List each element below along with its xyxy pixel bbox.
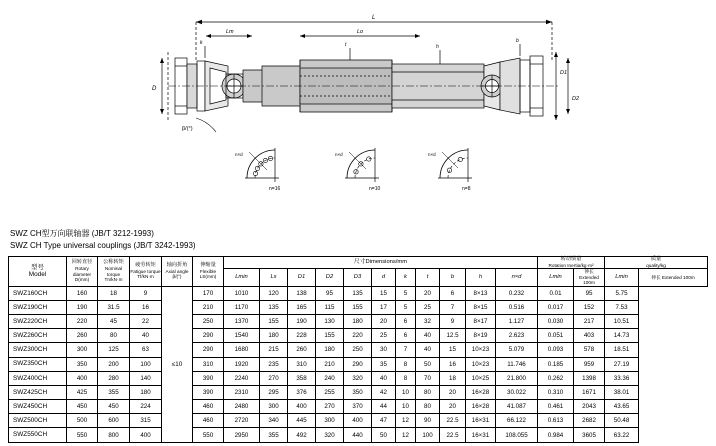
- cell-model: SWZ400CH: [9, 371, 67, 385]
- cell-b: 9: [440, 314, 466, 328]
- header-quality: 质量 quality/kg: [605, 257, 708, 269]
- table-row: [9, 400, 708, 414]
- cell-b: 20: [440, 385, 466, 399]
- header-dim-k: k: [396, 269, 416, 286]
- cell-D: 220: [67, 314, 98, 328]
- cell-D2: 180: [316, 343, 344, 357]
- cell-model: SWZ550CH: [9, 428, 67, 442]
- header-inertia: 转动惯量 Rotation Inertia/kg·m²: [538, 257, 605, 269]
- cell-D2: 270: [316, 400, 344, 414]
- table-row: [9, 314, 708, 328]
- cell-Ls2: 270: [260, 371, 288, 385]
- header-dim-nxd: n×d: [496, 269, 538, 286]
- cell-Ls: 550: [193, 428, 224, 442]
- cell-model: SWZ220CH: [9, 314, 67, 328]
- table-row: [9, 371, 708, 385]
- cell-D2: 300: [316, 414, 344, 428]
- cell-b: 22.5: [440, 414, 466, 428]
- cell-Ls2: 300: [260, 400, 288, 414]
- cell-Ls: 460: [193, 414, 224, 428]
- table-body: [9, 286, 708, 442]
- cell-nd: 0.232: [496, 286, 538, 300]
- cell-ia: 0.01: [538, 286, 574, 300]
- cell-q: 10.51: [605, 314, 639, 328]
- cell-h: 16×31: [466, 414, 496, 428]
- cell-Ls2: 135: [260, 300, 288, 314]
- cell-t: 70: [416, 371, 440, 385]
- cell-h: 8×15: [466, 300, 496, 314]
- cell-D3: 350: [344, 385, 372, 399]
- svg-text:n=8: n=8: [462, 186, 471, 192]
- header-dim-d: d: [372, 269, 396, 286]
- cell-h: 8×13: [466, 286, 496, 300]
- cell-D3: 400: [344, 414, 372, 428]
- cell-Tn: 18: [98, 286, 130, 300]
- table-row: [9, 329, 708, 343]
- cell-D1: 376: [288, 385, 316, 399]
- title-english: SWZ CH Type universal couplings (JB/T 3242-1993): [10, 241, 196, 250]
- cell-D: 550: [67, 428, 98, 442]
- cell-h: 16×31: [466, 428, 496, 442]
- cell-D3: 320: [344, 371, 372, 385]
- cell-b: 16: [440, 357, 466, 371]
- cell-t: 25: [416, 300, 440, 314]
- cell-q: 50.48: [605, 414, 639, 428]
- cell-b: 6: [440, 286, 466, 300]
- cell-Ls2: 295: [260, 385, 288, 399]
- header-quality-extended: 伸长 Extended 100m: [639, 269, 708, 286]
- cell-Tn: 45: [98, 314, 130, 328]
- cell-h: 10×23: [466, 343, 496, 357]
- cell-t: 80: [416, 400, 440, 414]
- cell-k: 8: [396, 371, 416, 385]
- cell-q: 43.65: [605, 400, 639, 414]
- cell-h: 8×17: [466, 314, 496, 328]
- cell-Ls2: 120: [260, 286, 288, 300]
- cell-D2: 95: [316, 286, 344, 300]
- table-row: [9, 357, 708, 371]
- cell-ib: 1398: [574, 371, 605, 385]
- cell-k: 10: [396, 400, 416, 414]
- cell-D: 300: [67, 343, 98, 357]
- cell-k: 7: [396, 343, 416, 357]
- cell-Ls2: 215: [260, 343, 288, 357]
- cell-d: 15: [372, 286, 396, 300]
- cell-ib: 578: [574, 343, 605, 357]
- header-dim-b: b: [440, 269, 466, 286]
- cell-Lmin: 1170: [224, 300, 260, 314]
- cell-ia: 0.262: [538, 371, 574, 385]
- cell-b: 15: [440, 343, 466, 357]
- cell-ib: 959: [574, 357, 605, 371]
- cell-D2: 255: [316, 385, 344, 399]
- cell-nd: 5.079: [496, 343, 538, 357]
- cell-D2: 320: [316, 428, 344, 442]
- cell-k: 12: [396, 414, 416, 428]
- header-nominal-torque: 公称转矩 Nominal torque Tn/kN·m: [98, 257, 130, 287]
- header-model: [9, 257, 67, 287]
- header-dim-t: t: [416, 269, 440, 286]
- title-chinese: SWZ CH型万向联轴器 (JB/T 3212-1993): [10, 229, 154, 238]
- cell-D: 500: [67, 414, 98, 428]
- cell-D: 190: [67, 300, 98, 314]
- cell-Tf: 315: [130, 414, 162, 428]
- header-rotary-diameter: 回转直径 Rotary diameter D(mm): [67, 257, 98, 287]
- cell-Lmin: 1680: [224, 343, 260, 357]
- cell-Lmin: 1540: [224, 329, 260, 343]
- cell-ib: 217: [574, 314, 605, 328]
- cell-model: SWZ300CH: [9, 343, 67, 357]
- cell-d: 20: [372, 314, 396, 328]
- table-row: [9, 343, 708, 357]
- cell-k: 10: [396, 385, 416, 399]
- cell-D3: 290: [344, 357, 372, 371]
- cell-D1: 165: [288, 300, 316, 314]
- cell-D: 260: [67, 329, 98, 343]
- cell-h: 8×19: [466, 329, 496, 343]
- cell-Lmin: 1920: [224, 357, 260, 371]
- cell-D3: 220: [344, 329, 372, 343]
- cell-D1: 445: [288, 414, 316, 428]
- cell-ib: 403: [574, 329, 605, 343]
- cell-k: 5: [396, 286, 416, 300]
- svg-text:β/(°): β/(°): [182, 126, 193, 132]
- cell-D2: 210: [316, 357, 344, 371]
- cell-nd: 108.055: [496, 428, 538, 442]
- cell-D1: 492: [288, 428, 316, 442]
- cell-ia: 0.185: [538, 357, 574, 371]
- table-row: [9, 286, 708, 300]
- cell-d: 17: [372, 300, 396, 314]
- header-flexible: 伸缩量 Flexible LS(mm): [193, 257, 224, 287]
- cell-t: 50: [416, 357, 440, 371]
- header-inertia-lmin: Lmin: [538, 269, 574, 286]
- cell-D: 160: [67, 286, 98, 300]
- table-header-row-1: [9, 257, 708, 269]
- header-dim-Ls: Ls: [260, 269, 288, 286]
- cell-Ls: 460: [193, 400, 224, 414]
- svg-text:D: D: [152, 86, 157, 92]
- cell-Tf: 224: [130, 400, 162, 414]
- svg-text:b: b: [516, 38, 519, 44]
- header-fatigue-torque: 疲劳转矩 Fatigue torque Tf/kN·m: [130, 257, 162, 287]
- cell-ia: 0.984: [538, 428, 574, 442]
- cell-nd: 0.516: [496, 300, 538, 314]
- cell-Ls: 390: [193, 371, 224, 385]
- cell-ib: 2682: [574, 414, 605, 428]
- cell-k: 6: [396, 314, 416, 328]
- table-row: [9, 428, 708, 442]
- cell-ib: 2043: [574, 400, 605, 414]
- cell-h: 16×28: [466, 400, 496, 414]
- cell-Ls: 290: [193, 329, 224, 343]
- cell-D1: 260: [288, 343, 316, 357]
- cell-Lmin: 2240: [224, 371, 260, 385]
- svg-text:n=10: n=10: [369, 186, 381, 192]
- cell-ib: 3605: [574, 428, 605, 442]
- svg-text:t: t: [345, 42, 347, 48]
- cell-Tf: 63: [130, 343, 162, 357]
- cell-Lmin: 1010: [224, 286, 260, 300]
- cell-ib: 95: [574, 286, 605, 300]
- cell-Tf: 400: [130, 428, 162, 442]
- svg-text:h: h: [436, 44, 439, 50]
- cell-h: 10×23: [466, 357, 496, 371]
- cell-D: 425: [67, 385, 98, 399]
- svg-text:Lo: Lo: [357, 29, 364, 35]
- cell-Ls: 250: [193, 314, 224, 328]
- cell-h: 16×28: [466, 385, 496, 399]
- header-axial-angle: 轴向折角 Axial angle β/(°): [162, 257, 193, 287]
- cell-D2: 155: [316, 329, 344, 343]
- cell-t: 40: [416, 343, 440, 357]
- cell-ia: 0.613: [538, 414, 574, 428]
- cell-Tf: 40: [130, 329, 162, 343]
- cell-nd: 11.746: [496, 357, 538, 371]
- cell-nd: 66.122: [496, 414, 538, 428]
- cell-k: 6: [396, 329, 416, 343]
- cell-Ls: 290: [193, 343, 224, 357]
- cell-D2: 240: [316, 371, 344, 385]
- cell-Ls: 390: [193, 385, 224, 399]
- cell-ia: 0.310: [538, 385, 574, 399]
- cell-t: 40: [416, 329, 440, 343]
- cell-D: 350: [67, 357, 98, 371]
- header-dim-D3: D3: [344, 269, 372, 286]
- cell-nd: 41.087: [496, 400, 538, 414]
- cell-Ls2: 340: [260, 414, 288, 428]
- cell-Tn: 125: [98, 343, 130, 357]
- cell-d: 30: [372, 343, 396, 357]
- cell-t: 90: [416, 414, 440, 428]
- cell-ia: 0.030: [538, 314, 574, 328]
- cell-b: 20: [440, 400, 466, 414]
- cell-d: 50: [372, 428, 396, 442]
- cell-Ls2: 155: [260, 314, 288, 328]
- cell-t: 80: [416, 385, 440, 399]
- cell-nd: 30.022: [496, 385, 538, 399]
- cell-Lmin: 2480: [224, 400, 260, 414]
- header-dimensions: 尺寸Dimensions/mm: [224, 257, 538, 269]
- cell-k: 12: [396, 428, 416, 442]
- cell-ia: 0.017: [538, 300, 574, 314]
- svg-text:D2: D2: [572, 96, 580, 102]
- cell-nd: 1.127: [496, 314, 538, 328]
- cell-model: SWZ160CH: [9, 286, 67, 300]
- cell-D3: 370: [344, 400, 372, 414]
- cell-q: 63.22: [605, 428, 639, 442]
- cell-Tn: 200: [98, 357, 130, 371]
- cell-Tn: 280: [98, 371, 130, 385]
- cell-ia: 0.093: [538, 343, 574, 357]
- cell-D2: 115: [316, 300, 344, 314]
- cell-Tf: 140: [130, 371, 162, 385]
- spec-table: [8, 256, 708, 443]
- cell-Ls: 210: [193, 300, 224, 314]
- cell-D: 400: [67, 371, 98, 385]
- cell-D1: 228: [288, 329, 316, 343]
- cell-q: 5.75: [605, 286, 639, 300]
- cell-q: 18.51: [605, 343, 639, 357]
- cell-k: 5: [396, 300, 416, 314]
- cell-D1: 310: [288, 357, 316, 371]
- cell-nd: 2.623: [496, 329, 538, 343]
- cell-q: 27.19: [605, 357, 639, 371]
- cell-ib: 1671: [574, 385, 605, 399]
- cell-D2: 130: [316, 314, 344, 328]
- svg-text:Lm: Lm: [226, 29, 234, 35]
- cell-D1: 190: [288, 314, 316, 328]
- cell-Tn: 355: [98, 385, 130, 399]
- cell-d: 35: [372, 357, 396, 371]
- svg-text:n×d: n×d: [428, 152, 436, 157]
- cell-Ls2: 235: [260, 357, 288, 371]
- cell-t: 32: [416, 314, 440, 328]
- cell-Ls: 310: [193, 357, 224, 371]
- cell-D1: 400: [288, 400, 316, 414]
- cell-Tn: 800: [98, 428, 130, 442]
- cell-d: 40: [372, 371, 396, 385]
- cell-b: 7: [440, 300, 466, 314]
- cell-D3: 180: [344, 314, 372, 328]
- header-inertia-extended: 伸长 Extended 100m: [574, 269, 605, 286]
- header-model-cn: 型号: [31, 263, 44, 271]
- cell-Tf: 22: [130, 314, 162, 328]
- cell-Lmin: 2310: [224, 385, 260, 399]
- table-row: [9, 414, 708, 428]
- cell-model: SWZ190CH: [9, 300, 67, 314]
- cell-ib: 152: [574, 300, 605, 314]
- cell-ia: 0.051: [538, 329, 574, 343]
- cell-Tn: 450: [98, 400, 130, 414]
- cell-d: 42: [372, 385, 396, 399]
- header-dim-h: h: [466, 269, 496, 286]
- cell-Tf: 9: [130, 286, 162, 300]
- cell-beta: ≤10: [162, 286, 193, 442]
- cell-Tn: 31.5: [98, 300, 130, 314]
- cell-D3: 135: [344, 286, 372, 300]
- cell-D3: 250: [344, 343, 372, 357]
- cell-model: SWZ500CH: [9, 414, 67, 428]
- header-dim-Lmin: Lmin: [224, 269, 260, 286]
- svg-text:n×d: n×d: [335, 152, 343, 157]
- cell-model: SWZ260CH: [9, 329, 67, 343]
- cell-nd: 21.800: [496, 371, 538, 385]
- cell-Ls: 170: [193, 286, 224, 300]
- cell-Lmin: 2720: [224, 414, 260, 428]
- cell-Ls2: 355: [260, 428, 288, 442]
- cell-q: 38.01: [605, 385, 639, 399]
- table-row: [9, 300, 708, 314]
- cell-t: 20: [416, 286, 440, 300]
- cell-Tf: 180: [130, 385, 162, 399]
- cell-k: 8: [396, 357, 416, 371]
- cell-q: 7.53: [605, 300, 639, 314]
- cell-D3: 155: [344, 300, 372, 314]
- cell-d: 44: [372, 400, 396, 414]
- svg-text:D1: D1: [560, 70, 568, 76]
- cell-Lmin: 2950: [224, 428, 260, 442]
- cell-b: 18: [440, 371, 466, 385]
- header-dim-D1: D1: [288, 269, 316, 286]
- cell-D1: 358: [288, 371, 316, 385]
- cell-d: 47: [372, 414, 396, 428]
- cell-Lmin: 1370: [224, 314, 260, 328]
- cell-D: 450: [67, 400, 98, 414]
- cell-h: 10×25: [466, 371, 496, 385]
- cell-D3: 440: [344, 428, 372, 442]
- header-quality-lmin: Lmin: [605, 269, 639, 286]
- cell-Tf: 16: [130, 300, 162, 314]
- cell-d: 25: [372, 329, 396, 343]
- svg-text:k: k: [200, 40, 203, 46]
- drawing-titles: [10, 228, 196, 252]
- cell-b: 12.5: [440, 329, 466, 343]
- cell-Tf: 100: [130, 357, 162, 371]
- cell-model: SWZ350CH: [9, 357, 67, 371]
- cell-model: SWZ425CH: [9, 385, 67, 399]
- cell-ia: 0.461: [538, 400, 574, 414]
- cell-b: 22.5: [440, 428, 466, 442]
- header-dim-D2: D2: [316, 269, 344, 286]
- cell-q: 33.36: [605, 371, 639, 385]
- svg-text:n×d: n×d: [235, 152, 243, 157]
- spec-table-wrap: [8, 256, 708, 443]
- table-row: [9, 385, 708, 399]
- cell-q: 14.73: [605, 329, 639, 343]
- cell-Ls2: 180: [260, 329, 288, 343]
- cell-D1: 138: [288, 286, 316, 300]
- cell-t: 100: [416, 428, 440, 442]
- cell-model: SWZ450CH: [9, 400, 67, 414]
- svg-text:n=16: n=16: [269, 186, 281, 192]
- svg-text:L: L: [372, 15, 376, 21]
- header-model-en: Model: [28, 271, 47, 279]
- cell-Tn: 80: [98, 329, 130, 343]
- cell-Tn: 600: [98, 414, 130, 428]
